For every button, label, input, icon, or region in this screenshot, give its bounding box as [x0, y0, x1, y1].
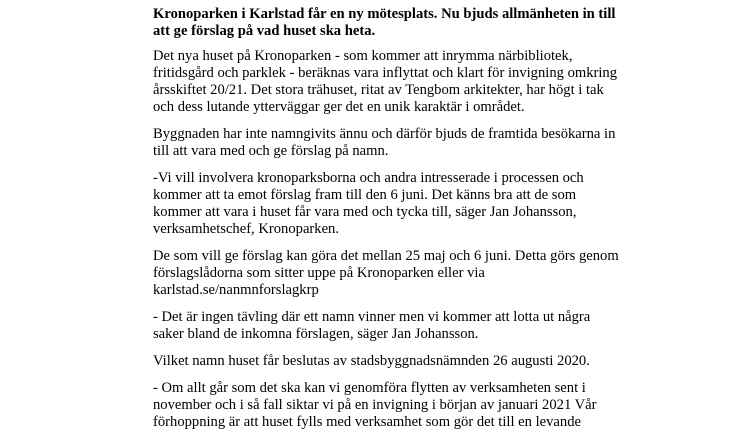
- body-paragraph-3: -Vi vill involvera kronoparksborna och andra intresserade i processen och kommer att ta emot förslag fram till den 6 juni. Det känns bra att de som kommer att vara i huset får vara med och tycka till, säger Jan Johansson, verksamhetschef, Kronoparken.: [153, 170, 584, 237]
- lead-paragraph: Kronoparken i Karlstad får en ny mötesplats. Nu bjuds allmänheten in till att ge förslag på vad huset ska heta.: [153, 6, 616, 39]
- body-paragraph-4: De som vill ge förslag kan göra det mellan 25 maj och 6 juni. Detta görs genom förslagslådorna som sitter uppe på Kronoparken eller via karlstad.se/nanmnforslagkrp: [153, 248, 619, 298]
- body-paragraph-6: Vilket namn huset får beslutas av stadsbyggnadsnämnden 26 augusti 2020.: [153, 353, 590, 369]
- press-release-document: [153, 6, 623, 441]
- body-paragraph-5: - Det är ingen tävling där ett namn vinner men vi kommer att lotta ut några saker bland de inkomna förslagen, säger Jan Johansson.: [153, 309, 591, 342]
- body-paragraph-7: - Om allt går som det ska kan vi genomföra flytten av verksamheten sent i november och i så fall siktar vi på en invigning i början av januari 2021 Vår förhoppning är att huset fylls med verksamhet som gör det till en levande: [153, 380, 597, 430]
- body-paragraph-1: Det nya huset på Kronoparken - som kommer att inrymma närbibliotek, fritidsgård och parklek - beräknas vara inflyttat och klart för invigning omkring årsskiftet 20/21. Det stora trähuset, ritat av Tengbom arkitekter, har högt i tak och dess lutande ytterväggar ger det en unik karaktär i området.: [153, 48, 618, 115]
- body-paragraph-2: Byggnaden har inte namngivits ännu och därför bjuds de framtida besökarna in till att vara med och ge förslag på namn.: [153, 126, 616, 159]
